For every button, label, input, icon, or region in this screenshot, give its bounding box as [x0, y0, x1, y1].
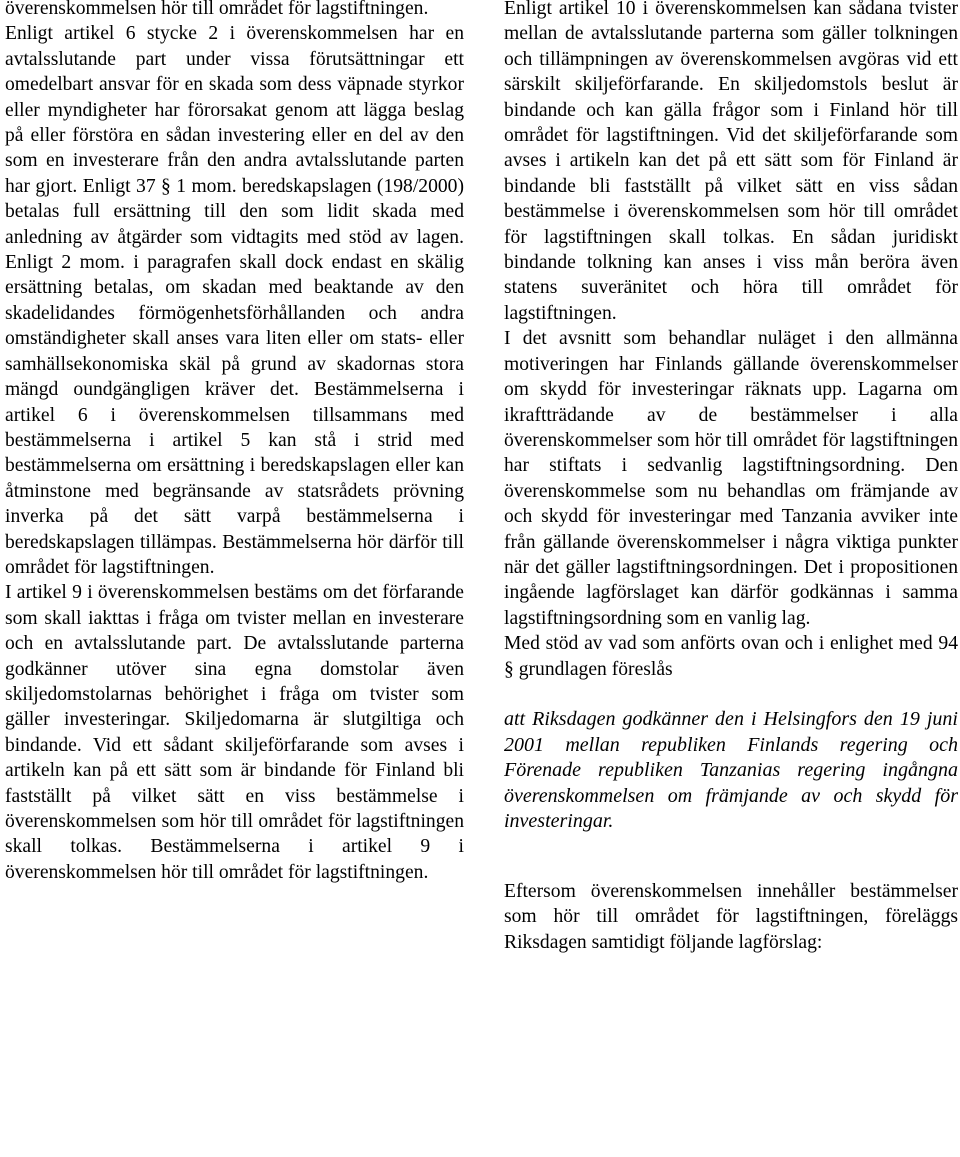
paragraph-current-agreements: I det avsnitt som behandlar nuläget i den allmänna motiveringen har Finlands gällande överenskommelser om skydd för investeringar räknats upp. Lagarna om ikraftträdande av de bestämmelser i alla överenskommelser som hör till området för lagstiftningen har stiftats i sedvanlig lagstiftningsordning. Den överenskommelse som nu behandlas om främjande av och skydd för investeringar med Tanzania avviker inte från gällande överenskommelser i några viktiga punkter när det gäller lagstiftningsordningen. Det i propositionen ingående lagförslaget kan därför godkännas i samma lagstiftningsordning som en vanlig lag. [504, 328, 958, 629]
paragraph-article-10: Enligt artikel 10 i överenskommelsen kan sådana tvister mellan de avtalsslutande parterna som gäller tolkningen och tillämpningen av överenskommelsen avgöras vid ett särskilt skiljeförfarande. En skiljedomstols beslut är bindande och kan gälla frågor som i Finland hör till området för lagstiftningen. Vid det skiljeförfarande som avses i artikeln kan det på ett sätt som för Finland är bindande bli fastställt på vilket sätt en viss sådan bestämmelse i överenskommelsen som hör till området för lagstiftningen skall tolkas. En sådan juridiskt bindande tolkning kan anses i viss mån beröra även statens suveränitet och höra till området för lagstiftningen. [504, 0, 958, 324]
spacer [504, 835, 958, 879]
left-column [5, 0, 464, 1157]
paragraph-proposal-intro: Med stöd av vad som anförts ovan och i enlighet med 94 § grundlagen föreslås [504, 633, 958, 680]
proposal-statement: att Riksdagen godkänner den i Helsingfors den 19 juni 2001 mellan republiken Finlands regering och Förenade republiken Tanzanias regering ingångna överenskommelsen om främjande av och skydd för investeringar. [504, 707, 958, 833]
spacer [504, 682, 958, 707]
paragraph-article-9: I artikel 9 i överenskommelsen bestäms om det förfarande som skall iakttas i fråga om tvister mellan en investerare och en avtalsslutande part. De avtalsslutande parterna godkänner utöver sina egna domstolar även skiljedomstolarnas behörighet i fråga om tvister som gäller investeringar. Skiljedomarna är slutgiltiga och bindande. Vid ett sådant skiljeförfarande som avses i artikeln kan på ett sätt som är bindande för Finland bli fastställt på vilket sätt en viss bestämmelse i överenskommelsen som hör till området för lagstiftningen skall tolkas. Bestämmelserna i artikel 9 i överenskommelsen hör till området för lagstiftningen. [5, 582, 464, 883]
right-column [504, 0, 958, 1157]
paragraph-lagstiftning-continuation: överenskommelsen hör till området för lagstiftningen. [5, 0, 429, 19]
paragraph-article-6: Enligt artikel 6 stycke 2 i överenskommelsen har en avtalsslutande part under vissa förutsättningar ett omedelbart ansvar för en skada som dess väpnade styrkor eller myndigheter har förorsakat genom att lägga beslag på eller förstöra en sådan investering eller en del av den som en investerare från den andra avtalsslutande parten har gjort. Enligt 37 § 1 mom. beredskapslagen (198/2000) betalas full ersättning till den som lidit skada med anledning av åtgärder som vidtagits med stöd av lagen. Enligt 2 mom. i paragrafen skall dock endast en skälig ersättning betalas, om skadan med beaktande av den skadelidandes förmögenhetsförhållanden och andra omständigheter skall anses vara liten eller om stats- eller samhällsekonomiska skäl på grund av skadornas stora mängd oundgängligen kräver det. Bestämmelserna i artikel 6 i överenskommelsen tillsammans med bestämmelserna i artikel 5 kan stå i strid med bestämmelserna om ersättning i beredskapslagen eller kan åtminstone med begränsande av statsrådets prövning inverka på det sätt varpå bestämmelserna i beredskapslagen tillämpas. Bestämmelserna hör därför till området för lagstiftningen. [5, 23, 464, 578]
paragraph-closing: Eftersom överenskommelsen innehåller bestämmelser som hör till området för lagstiftningen, föreläggs Riksdagen samtidigt följande lagförslag: [504, 880, 958, 953]
